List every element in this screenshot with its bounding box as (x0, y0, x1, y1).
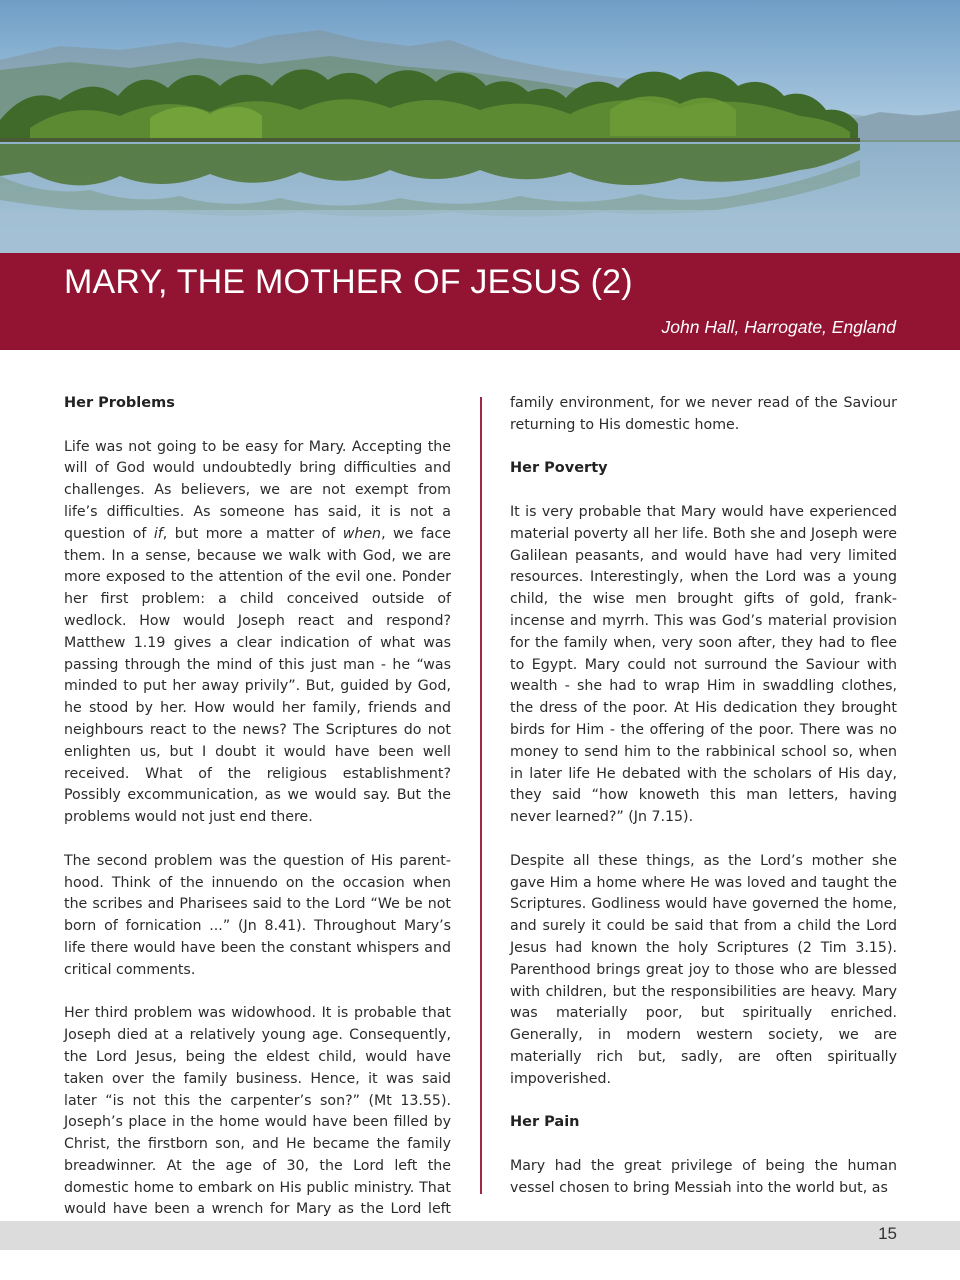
paragraph-third-problem: Her third problem was widowhood. It is probable that Joseph died at a relatively young age. Consequently, the Lord Jesus, being the eldest child, would have taken over the family business. Hence, it was said later “is not this the carpenter’s son?” (Mt 13.55). Joseph’s place in the home would have been filled by Christ, the firstborn son, and He became the family breadwinner. At the age of 30, the Lord left the domestic home to embark on His public ministry. That would have been a wrench for Mary as the Lord left (64, 1005, 451, 1218)
paragraph-pain: Mary had the great privilege of being the human vessel chosen to bring Messiah into the world but, as (510, 1157, 897, 1196)
paragraph-first-problem (64, 437, 451, 829)
heading-her-poverty: Her Poverty (510, 460, 608, 477)
paragraph-second-problem: The second problem was the question of His parenthood. Think of the innuendo on the occasion when the scribes and Pharisees said to the Lord “We be not born of fornication ...” (Jn 8.41). Throughout Mary’s life there would have been the constant whispers and critical comments. (64, 852, 451, 978)
paragraph-text: Life was not going to be easy for Mary. Accepting the will of God would undoubtedly bring difficulties and challenges. As believers, we are not exempt from life’s difficulties. As someone has said, it is not a question of (64, 438, 451, 542)
article-title: MARY, THE MOTHER OF JESUS (2) (64, 263, 633, 301)
page-number: 15 (878, 1224, 897, 1243)
emphasis-text: when (342, 525, 382, 542)
paragraph-continued: family environment, for we never read of the Saviour returning to His domestic home. (510, 395, 897, 433)
paragraph-poverty: It is very probable that Mary would have experienced material poverty all her life. Both she and Joseph were Galilean peasants, and would have had very limited resources. Interestingly, when the Lord was a young child, the wise men brought gifts of gold, frankincense and myrrh. This was God’s material provision for the family when, very soon after, they had to flee to Egypt. Mary could not surround the Saviour with wealth - she had to wrap Him in swaddling clothes, the dress of the poor. At His dedication they brought birds for Him - the offering of the poor. There was no money to send him to the rabbinical school so, when in later life He debated with the scholars of His day, they said “how knoweth this man letters, having never learned?” (Jn 7.15). (510, 503, 897, 826)
column-divider (480, 397, 482, 1194)
lake-landscape-icon (0, 0, 960, 255)
paragraph-home: Despite all these things, as the Lord’s mother she gave Him a home where He was loved and taught the Scriptures. Godliness would have governed the home, and surely it could be said that from a child the Lord Jesus had known the holy Scriptures (2 Tim 3.15). Parenthood brings great joy to those who are blessed with children, but the responsibilities are heavy. Mary was materially poor, but spiritually enriched. Generally, in modern western society, we are materially rich but, sadly, are often spiritually impoverished. (510, 852, 897, 1087)
paragraph-text: , we face them. In a sense, because we walk with God, we are more exposed to the attention of the evil one. Ponder her first problem: a child conceived outside of wedlock. How would Joseph react and respond? Matthew 1.19 gives a clear indication of what was passing through the mind of this just man - he “was minded to put her away privily”. But, guided by God, he stood by her. How would her family, friends and neighbours react to the news? The Scriptures do not enlighten us, but I doubt it would have been well received. What of the religious establishment? Possibly excommunication, as we would say. But the problems would not just end there. (64, 525, 451, 826)
right-column (510, 393, 897, 1199)
title-band (0, 253, 960, 350)
paragraph-text: , but more a matter of (162, 525, 343, 542)
left-column (64, 393, 451, 1243)
heading-her-pain: Her Pain (510, 1114, 580, 1131)
article-byline: John Hall, Harrogate, England (661, 317, 896, 337)
emphasis-text: if (153, 525, 163, 542)
header-image (0, 0, 960, 255)
page-footer (0, 1221, 960, 1250)
heading-her-problems: Her Problems (64, 395, 175, 411)
